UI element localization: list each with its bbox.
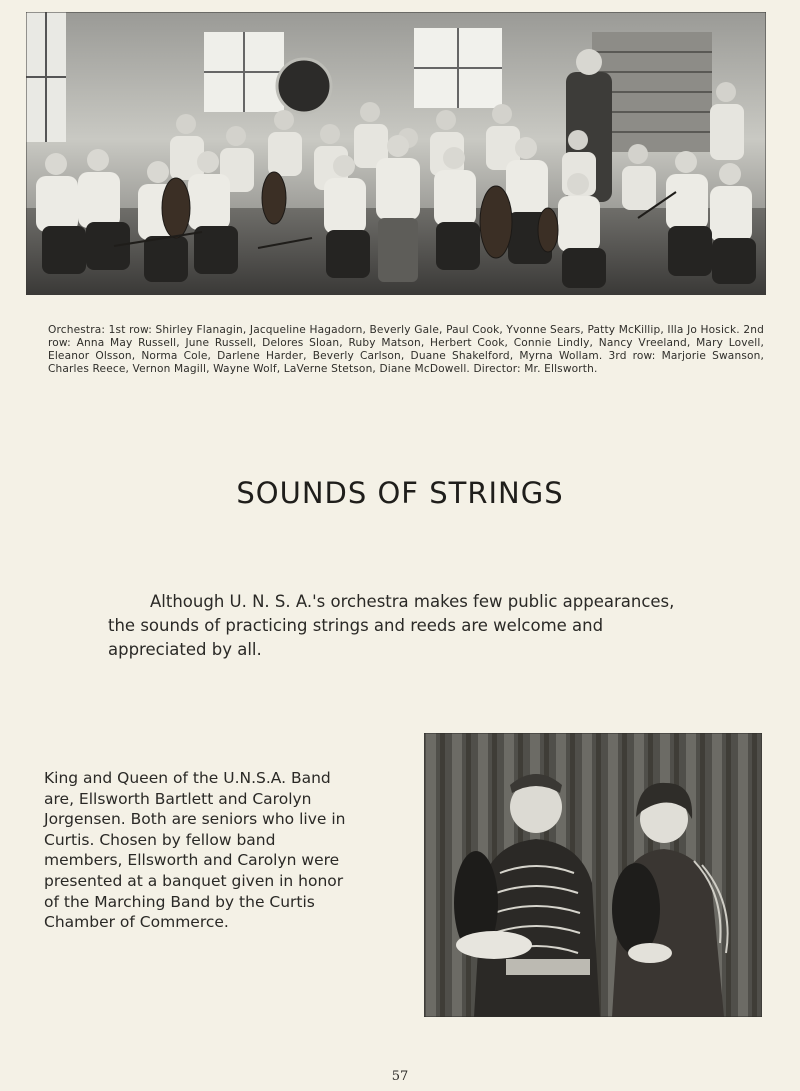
intro-paragraph [108, 590, 676, 662]
intro-paragraph-text: Although U. N. S. A.'s orchestra makes few public appearances, the sounds of practicing strings and reeds are welcome and appreciated by all. [108, 592, 675, 659]
orchestra-photo [26, 12, 766, 295]
page-headline: SOUNDS OF STRINGS [236, 476, 564, 510]
band-royalty-photo-image [424, 733, 762, 1017]
band-royalty-paragraph: King and Queen of the U.N.S.A. Band are, Ellsworth Bartlett and Carolyn Jorgensen. Both are seniors who live in Curtis. Chosen by fellow band members, Ellsworth and Carolyn were presented at a banquet given in honor of the Marching Band by the Curtis Chamber of Commerce. [44, 769, 346, 932]
page-number: 57 [391, 1069, 409, 1084]
band-royalty-photo [424, 733, 762, 1017]
orchestra-caption: Orchestra: 1st row: Shirley Flanagin, Jacqueline Hagadorn, Beverly Gale, Paul Cook, Yvonne Sears, Patty McKillip, Illa Jo Hosick. 2nd row: Anna May Russell, June Russell, Delores Sloan, Ruby Matson, Herbert Cook, Connie Lindly, Nancy Vreeland, Mary Lovell, Eleanor Olsson, Norma Cole, Darlene Harder, Beverly Carlson, Duane Shakelford, Myrna Wollam. 3rd row: Marjorie Swanson, Charles Reece, Vernon Magill, Wayne Wolf, LaVerne Stetson, Diane McDowell. Director: Mr. Ellsworth. [48, 323, 764, 376]
orchestra-photo-image [26, 12, 766, 295]
